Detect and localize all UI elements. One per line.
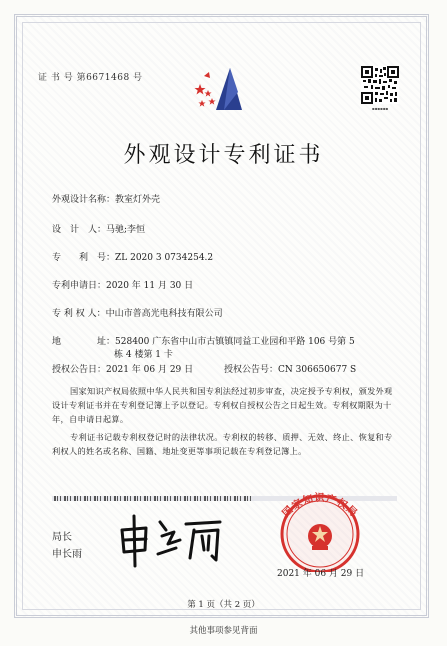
body-paragraph-1-line-2: 设计专利证书并在专利登记簿上予以登记。专利权自授权公告之日起生效。专利权期限为十 <box>52 400 392 410</box>
patentee-label: 专 利 权 人： <box>52 309 106 319</box>
design-name-label: 外观设计名称： <box>52 195 116 205</box>
certificate-title: 外观设计专利证书 <box>123 143 324 168</box>
signatory-name: 申长雨 <box>52 549 82 560</box>
cnipa-emblem-icon <box>186 62 256 114</box>
body-paragraph-2 <box>52 430 402 458</box>
body-paragraph-2-line-2: 利权人的姓名或名称、国籍、地址变更等事项记载在专利登记簿上。 <box>52 446 307 456</box>
designer-row <box>52 222 145 235</box>
grant-date-label: 授权公告日： <box>52 365 107 375</box>
address-row <box>52 334 355 347</box>
grant-date-value: 2021 年 06 月 29 日 <box>106 365 194 375</box>
address-label: 地 址： <box>52 337 116 347</box>
address-value-line1: 528400 广东省中山市古镇镇同益工业园和平路 106 号第 5 <box>115 337 355 347</box>
body-paragraph-1 <box>52 384 402 426</box>
grant-row <box>52 362 356 375</box>
qr-code-icon <box>361 66 399 112</box>
page-number: 第 1 页（共 2 页） <box>187 600 260 610</box>
body-paragraph-2-line-1: 专利证书记载专利权登记时的法律状况。专利权的转移、质押、无效、终止、恢复和专 <box>70 432 393 442</box>
filing-date-value: 2020 年 11 月 30 日 <box>106 281 194 291</box>
body-paragraph-1-line-1: 国家知识产权局依照中华人民共和国专利法经过初步审查，决定授予专利权，颁发外观 <box>70 386 393 396</box>
grant-number-label: 授权公告号： <box>224 365 279 375</box>
official-seal <box>268 488 372 572</box>
body-paragraph-1-line-3: 年，自申请日起算。 <box>52 414 129 424</box>
patent-number-label: 专 利 号： <box>52 253 116 263</box>
design-name-value: 教室灯外壳 <box>115 195 161 205</box>
filing-date-row <box>52 278 193 291</box>
patent-number-row <box>52 250 213 263</box>
handwritten-signature <box>116 510 226 570</box>
patent-number-value: ZL 2020 3 0734254.2 <box>115 253 214 263</box>
designer-value: 马驰;李恒 <box>106 225 146 235</box>
patentee-value: 中山市普高光电科技有限公司 <box>105 309 223 319</box>
seal-text: 国家知识产权局 <box>280 493 360 520</box>
footer-note: 其他事项参见背面 <box>189 626 258 636</box>
design-name-row <box>52 192 160 205</box>
seal-date: 2021 年 06 月 29 日 <box>277 569 365 579</box>
designer-label: 设 计 人： <box>52 225 107 235</box>
patentee-row <box>52 306 223 319</box>
certificate-number: 证 书 号 第6671468 号 <box>38 73 143 83</box>
address-line2: 栋 4 楼第 1 卡 <box>114 350 173 360</box>
grant-number-value: CN 306650677 S <box>278 365 357 375</box>
signatory-role: 局长 <box>52 532 72 543</box>
filing-date-label: 专利申请日： <box>52 281 107 291</box>
svg-text:▪▪▪▪▪▪: ▪▪▪▪▪▪ <box>371 106 389 111</box>
